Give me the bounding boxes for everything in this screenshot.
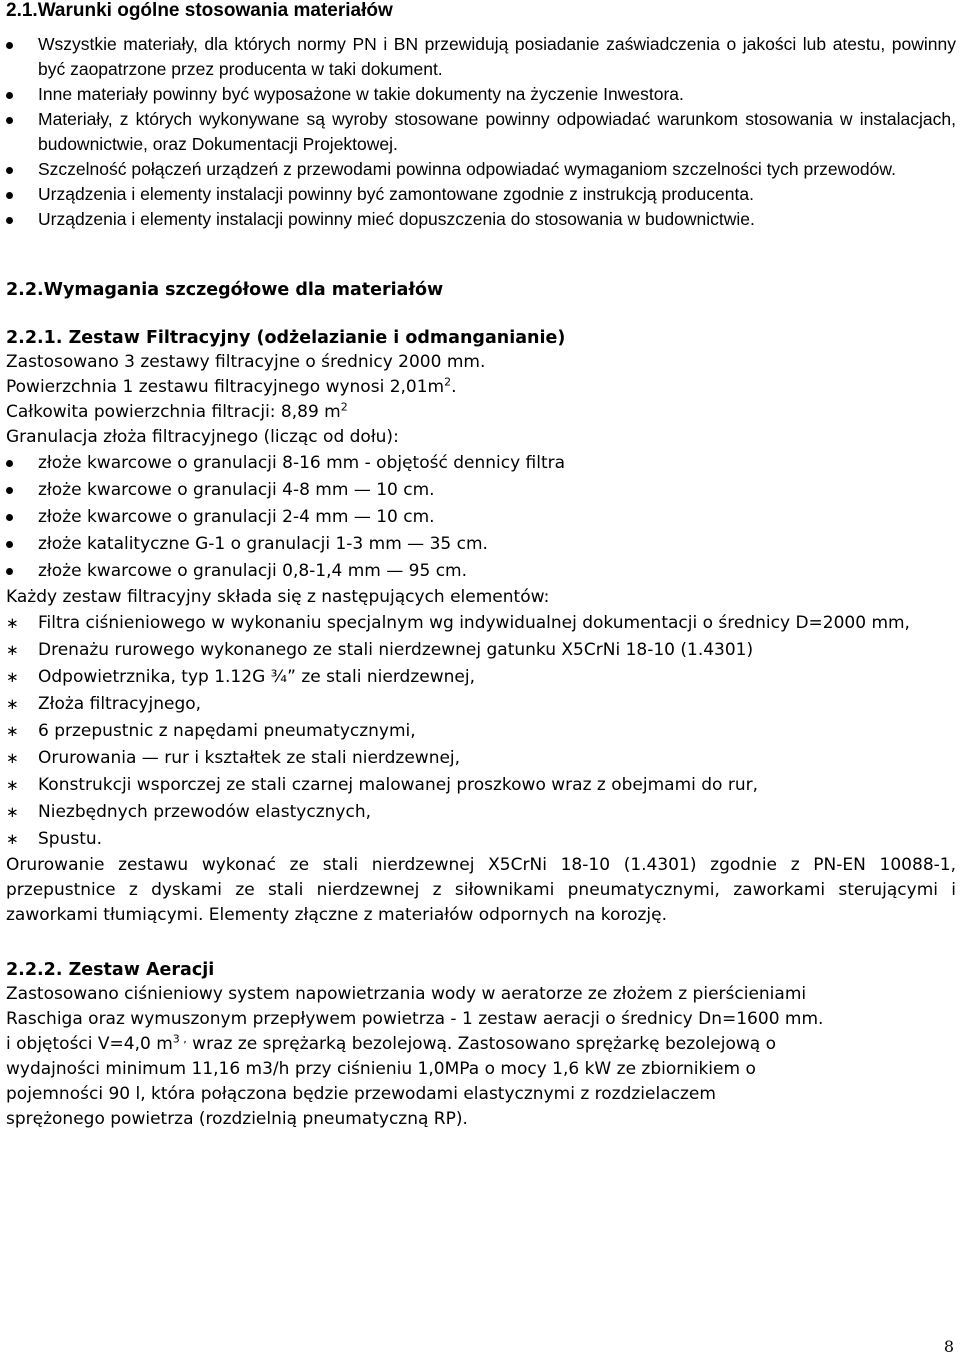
filter-count-text: Zastosowano 3 zestawy filtracyjne o średnicy 2000 mm. xyxy=(6,352,486,372)
list-item-text: Materiały, z których wykonywane są wyroby stosowane powinny odpowiadać warunkom stosowania w instalacjach, budownictwie, oraz Dokumentacji Projektowej. xyxy=(38,109,956,154)
list-item xyxy=(6,799,956,826)
list-item xyxy=(6,107,956,157)
bullet-dot-icon xyxy=(6,167,13,174)
section-2-2-2-heading: 2.2.2. Zestaw Aeracji xyxy=(6,960,215,980)
list-item xyxy=(6,745,956,772)
granulation-intro: Granulacja złoża filtracyjnego (licząc od dołu): xyxy=(6,427,399,447)
filter-elements-list xyxy=(6,610,956,853)
filter-area-value: Powierzchnia 1 zestawu filtracyjnego wynosi 2,01m xyxy=(6,377,445,397)
section-2-2-1-heading: 2.2.1. Zestaw Filtracyjny (odżelazianie i odmanganianie) xyxy=(6,328,566,348)
bullet-dot-icon xyxy=(6,217,13,224)
list-item-text: Orurowania — rur i kształtek ze stali nierdzewnej, xyxy=(38,748,461,768)
section-2-2-heading: 2.2.Wymagania szczegółowe dla materiałów xyxy=(6,280,444,300)
superscript: 3 , xyxy=(172,1032,187,1046)
list-item xyxy=(6,207,956,232)
asterisk-icon: ∗ xyxy=(6,695,19,713)
section-2-1-heading: 2.1.Warunki ogólne stosowania materiałów xyxy=(6,0,393,21)
general-conditions-list xyxy=(6,32,956,232)
list-item-text: złoże kwarcowe o granulacji 4-8 mm — 10 cm. xyxy=(38,480,435,500)
list-item-text: Szczelność połączeń urządzeń z przewodami powinna odpowiadać wymaganiom szczelności tych przewodów. xyxy=(38,159,896,179)
list-item-text: Urządzenia i elementy instalacji powinny być zamontowane zgodnie z instrukcją producenta. xyxy=(38,184,754,204)
list-item-text: złoże kwarcowe o granulacji 2-4 mm — 10 cm. xyxy=(38,507,435,527)
list-item-text: złoże kwarcowe o granulacji 0,8-1,4 mm — 95 cm. xyxy=(38,561,468,581)
bullet-dot-icon xyxy=(6,460,13,467)
list-item xyxy=(6,450,956,477)
asterisk-icon: ∗ xyxy=(6,722,19,740)
list-item xyxy=(6,531,956,558)
aeration-line-1: Zastosowano ciśnieniowy system napowietrzania wody w aeratorze ze złożem z pierścieniami xyxy=(6,984,807,1004)
list-item xyxy=(6,826,956,853)
list-item xyxy=(6,691,956,718)
elements-intro: Każdy zestaw filtracyjny składa się z następujących elementów: xyxy=(6,587,550,607)
list-item-text: Odpowietrznika, typ 1.12G ¾” ze stali nierdzewnej, xyxy=(38,667,475,687)
bullet-dot-icon xyxy=(6,92,13,99)
total-area-text xyxy=(6,400,956,425)
asterisk-icon: ∗ xyxy=(6,803,19,821)
aeration-line-4: wydajności minimum 11,16 m3/h przy ciśnieniu 1,0MPa o mocy 1,6 kW ze zbiornikiem o xyxy=(6,1059,756,1079)
list-item xyxy=(6,504,956,531)
list-item xyxy=(6,772,956,799)
list-item xyxy=(6,664,956,691)
asterisk-icon: ∗ xyxy=(6,668,19,686)
list-item xyxy=(6,718,956,745)
aeration-line-5: pojemności 90 l, która połączona będzie przewodami elastycznymi z rozdzielaczem xyxy=(6,1084,716,1104)
filter-area-text xyxy=(6,375,956,400)
punctuation: . xyxy=(451,377,457,397)
list-item-text: 6 przepustnic z napędami pneumatycznymi, xyxy=(38,721,416,741)
total-area-value: Całkowita powierzchnia filtracji: 8,89 m xyxy=(6,402,341,422)
aeration-line-6: sprężonego powietrza (rozdzielnią pneumatyczną RP). xyxy=(6,1109,468,1129)
list-item-text: Wszystkie materiały, dla których normy PN i BN przewidują posiadanie zaświadczenia o jakości lub atestu, powinny być zaopatrzone przez producenta w taki dokument. xyxy=(38,34,956,79)
list-item-text: Urządzenia i elementy instalacji powinny mieć dopuszczenia do stosowania w budownictwie. xyxy=(38,209,755,229)
bullet-dot-icon xyxy=(6,192,13,199)
list-item xyxy=(6,157,956,182)
list-item xyxy=(6,32,956,82)
list-item xyxy=(6,610,956,637)
bullet-dot-icon xyxy=(6,42,13,49)
granulation-list xyxy=(6,450,956,585)
list-item-text: Złoża filtracyjnego, xyxy=(38,694,202,714)
bullet-dot-icon xyxy=(6,487,13,494)
bullet-dot-icon xyxy=(6,514,13,521)
asterisk-icon: ∗ xyxy=(6,776,19,794)
volume-value: i objętości V=4,0 m xyxy=(6,1034,173,1054)
asterisk-icon: ∗ xyxy=(6,749,19,767)
aeration-line-3-rest: wraz ze sprężarką bezolejową. Zastosowano sprężarkę bezolejową o xyxy=(186,1034,776,1054)
list-item xyxy=(6,477,956,504)
document-page xyxy=(6,0,956,1132)
list-item-text: Niezbędnych przewodów elastycznych, xyxy=(38,802,372,822)
asterisk-icon: ∗ xyxy=(6,641,19,659)
list-item-text: Inne materiały powinny być wyposażone w takie dokumenty na życzenie Inwestora. xyxy=(38,84,684,104)
asterisk-icon: ∗ xyxy=(6,830,19,848)
list-item-text: Filtra ciśnieniowego w wykonaniu specjalnym wg indywidualnej dokumentacji o średnicy D=2000 mm, xyxy=(38,613,910,633)
piping-paragraph: Orurowanie zestawu wykonać ze stali nierdzewnej X5CrNi 18-10 (1.4301) zgodnie z PN-EN 10088-1, przepustnice z dyskami ze stali nierdzewnej z siłownikami pneumatycznymi, zaworkami sterującymi i zaworkami tłumiącymi. Elementy złączne z materiałów odpornych na korozję. xyxy=(6,855,956,925)
aeration-line-2: Raschiga oraz wymuszonym przepływem powietrza - 1 zestaw aeracji o średnicy Dn=1600 mm. xyxy=(6,1009,824,1029)
superscript: 2 xyxy=(340,400,348,414)
list-item-text: Spustu. xyxy=(38,829,103,849)
bullet-dot-icon xyxy=(6,541,13,548)
list-item-text: Konstrukcji wsporczej ze stali czarnej malowanej proszkowo wraz z obejmami do rur, xyxy=(38,775,759,795)
list-item xyxy=(6,182,956,207)
list-item-text: złoże kwarcowe o granulacji 8-16 mm - objętość dennicy filtra xyxy=(38,453,566,473)
superscript: 2 xyxy=(444,375,452,389)
list-item xyxy=(6,637,956,664)
bullet-dot-icon xyxy=(6,117,13,124)
asterisk-icon: ∗ xyxy=(6,614,19,632)
list-item xyxy=(6,82,956,107)
list-item xyxy=(6,558,956,585)
list-item-text: złoże katalityczne G-1 o granulacji 1-3 mm — 35 cm. xyxy=(38,534,488,554)
list-item-text: Drenażu rurowego wykonanego ze stali nierdzewnej gatunku X5CrNi 18-10 (1.4301) xyxy=(38,640,754,660)
page-number: 8 xyxy=(943,1337,954,1356)
bullet-dot-icon xyxy=(6,568,13,575)
aeration-line-3 xyxy=(6,1032,956,1057)
